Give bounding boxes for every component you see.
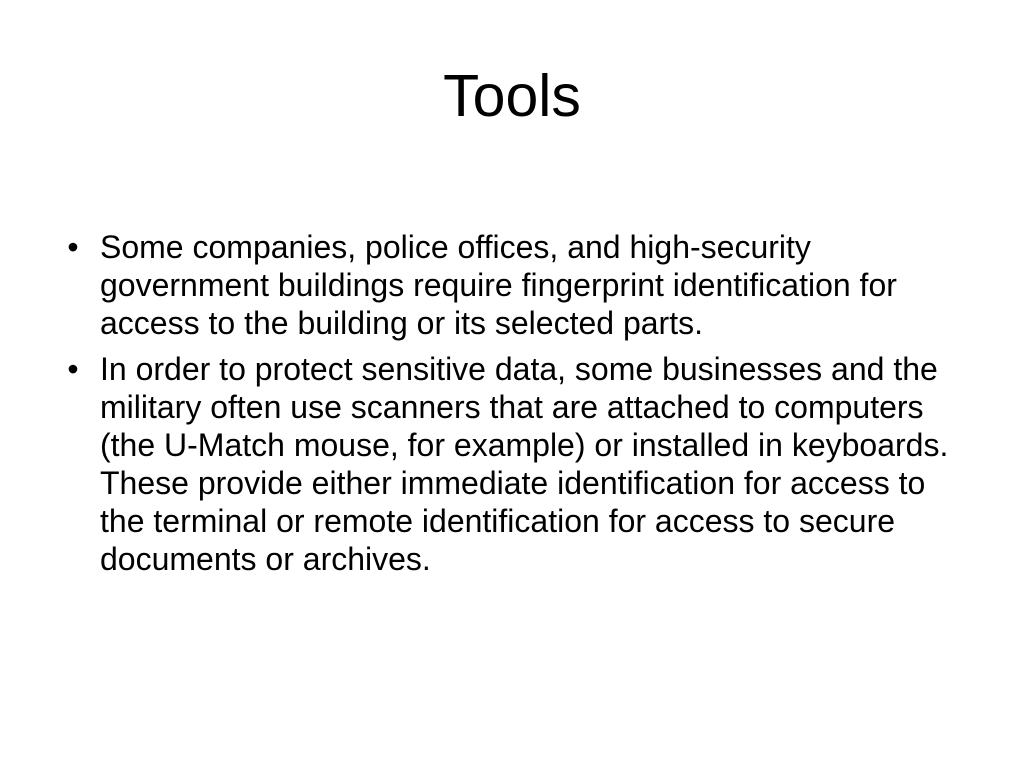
bullet-item-2: [58, 350, 978, 578]
bullet-list: [58, 228, 978, 586]
slide-title: Tools: [443, 63, 581, 129]
bullet-icon: •: [67, 351, 79, 387]
bullet-icon: •: [67, 229, 79, 265]
bullet-text: Some companies, police offices, and high-security government buildings require fingerprint identification for access to the building or its selected parts.: [100, 229, 897, 341]
bullet-text: In order to protect sensitive data, some businesses and the military often use scanners that are attached to computers (the U-Match mouse, for example) or installed in keyboards. These provide either immediate identification for access to the terminal or remote identification for access to secure documents or archives.: [100, 351, 949, 577]
bullet-item-1: [58, 228, 978, 342]
